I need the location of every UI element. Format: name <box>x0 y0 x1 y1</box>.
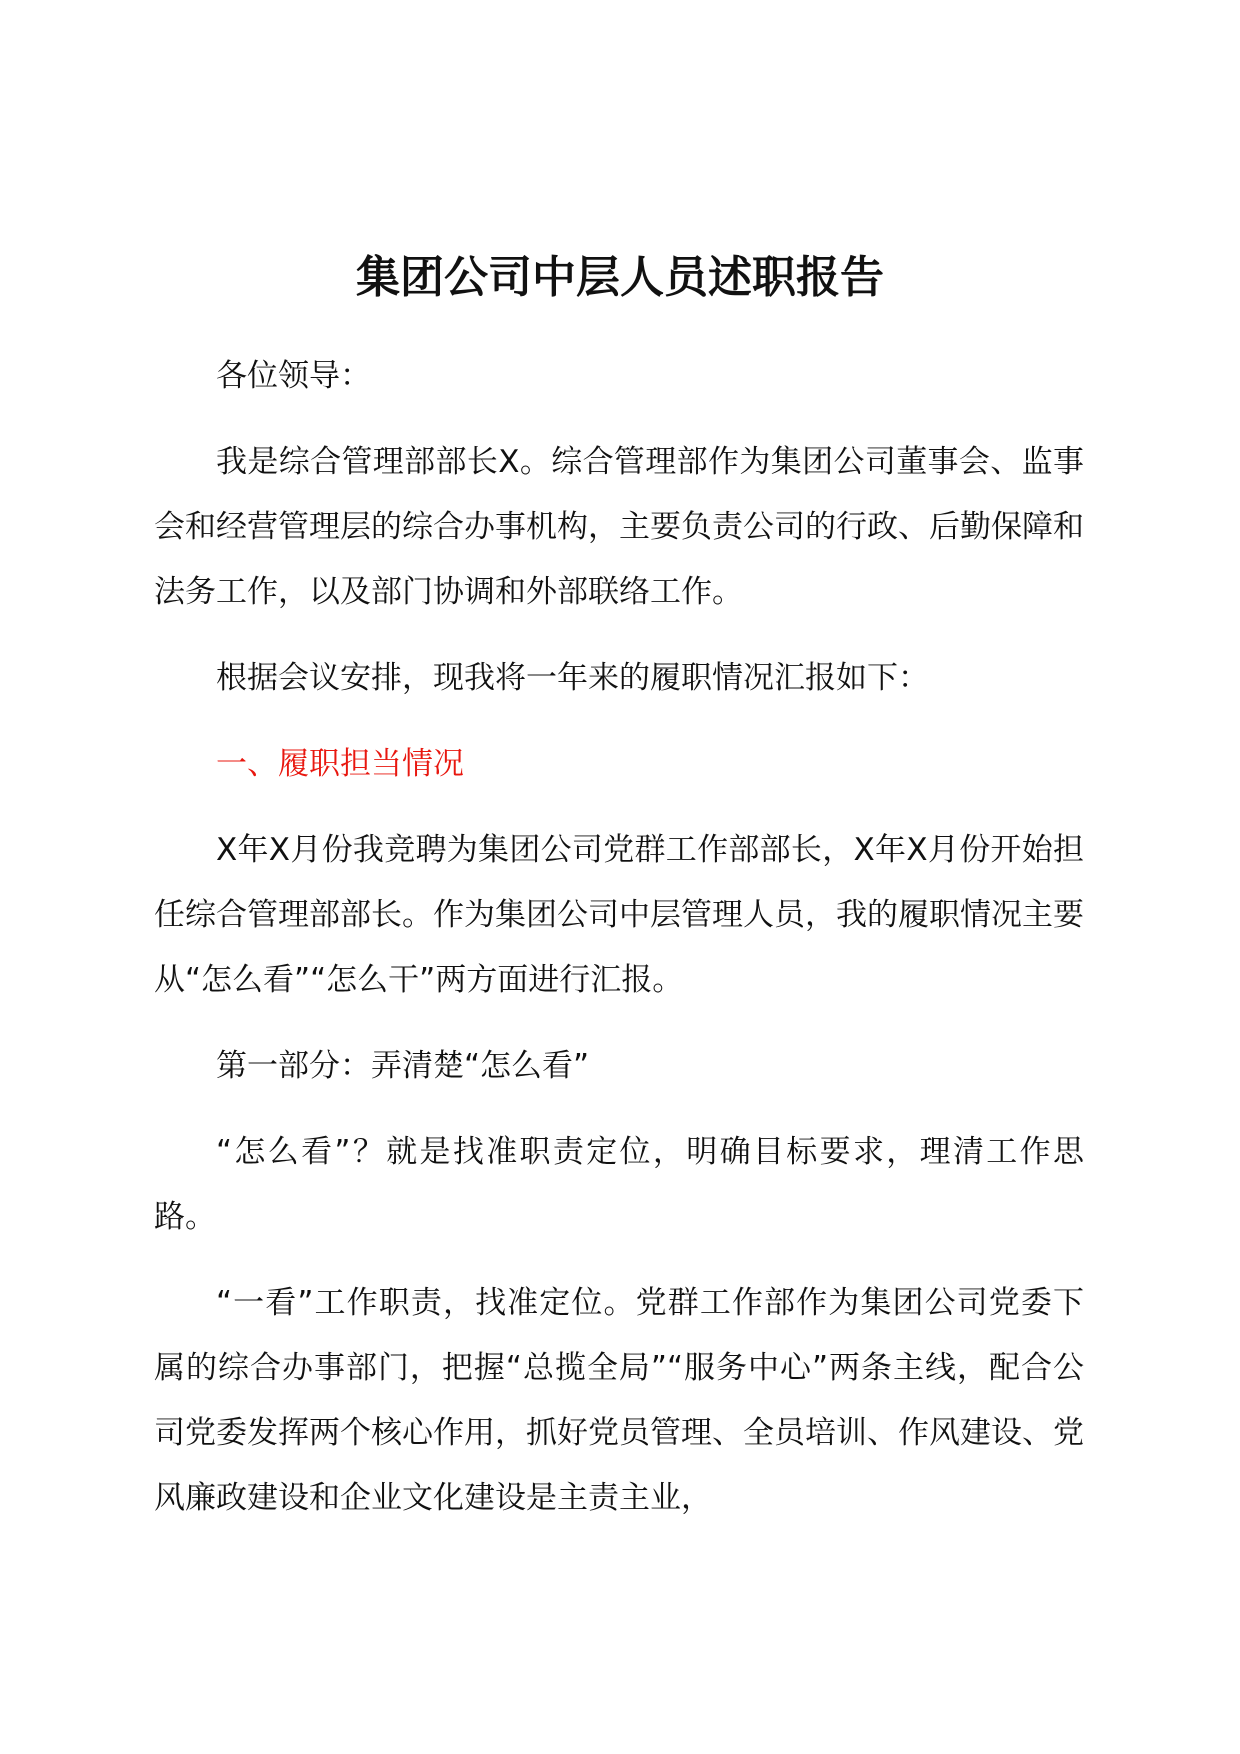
paragraph-part-one: 第一部分：弄清楚“怎么看” <box>216 1048 590 1084</box>
paragraph-salutation: 各位领导： <box>216 358 371 394</box>
document-body <box>154 344 1084 1552</box>
paragraph-arrangement: 根据会议安排，现我将一年来的履职情况汇报如下： <box>216 660 929 696</box>
section-heading: 一、履职担当情况 <box>216 746 464 782</box>
paragraph-appointment: X年X月份我竞聘为集团公司党群工作部部长，X年X月份开始担任综合管理部部长。作为集团公司中层管理人员，我的履职情况主要从“怎么看”“怎么干”两方面进行汇报。 <box>154 832 1084 998</box>
document-title: 集团公司中层人员述职报告 <box>356 252 884 303</box>
paragraph-first-look: “一看”工作职责，找准定位。党群工作部作为集团公司党委下属的综合办事部门，把握“总揽全局”“服务中心”两条主线，配合公司党委发挥两个核心作用，抓好党员管理、全员培训、作风建设、党风廉政建设和企业文化建设是主责主业， <box>154 1285 1084 1516</box>
paragraph-intro: 我是综合管理部部长X。综合管理部作为集团公司董事会、监事会和经营管理层的综合办事机构，主要负责公司的行政、后勤保障和法务工作，以及部门协调和外部联络工作。 <box>154 444 1084 610</box>
paragraph-how-to-see: “怎么看”？就是找准职责定位，明确目标要求，理清工作思路。 <box>154 1134 1084 1235</box>
